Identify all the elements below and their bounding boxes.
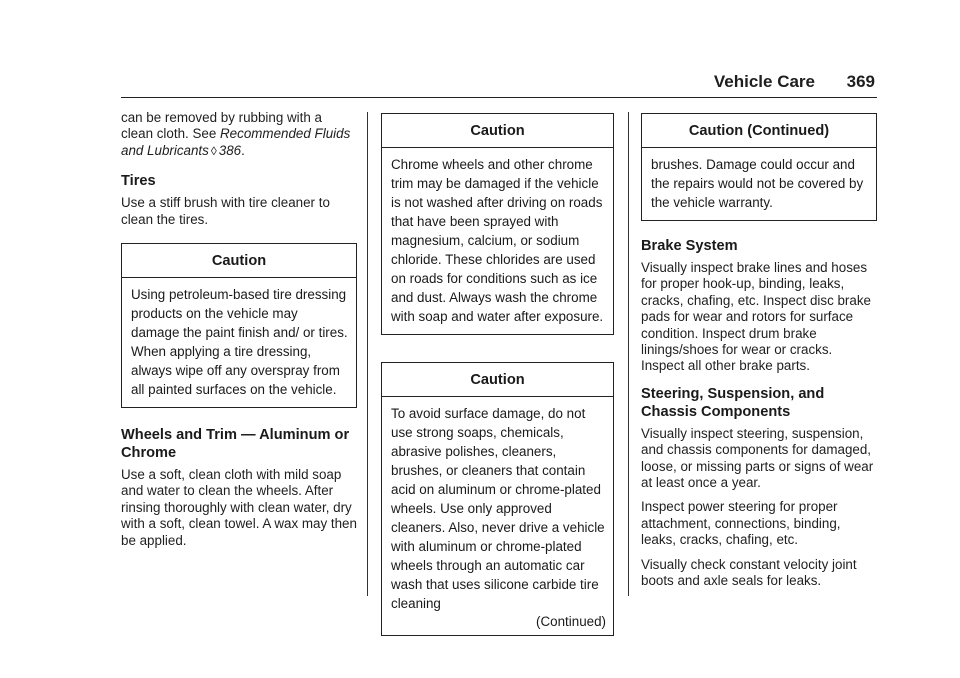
caution-box-continued (641, 113, 877, 221)
caution-body: Using petroleum-based tire dressing products on the vehicle may damage the paint finish and/ or tires. When applying a tire dressing, always wipe off any overspray from all painted surfaces on the vehicle. (131, 287, 348, 398)
page-header (121, 68, 877, 98)
fluids-link[interactable]: Recommended Fluids and Lubricants (121, 126, 351, 158)
header-rule (121, 97, 877, 98)
brake-heading: Brake System (641, 238, 738, 254)
page-ref-icon: ◊ (210, 143, 217, 158)
fluids-page-ref[interactable]: 386 (218, 142, 242, 158)
caution-body: brushes. Damage could occur and the repairs would not be covered by the vehicle warranty. (651, 157, 864, 210)
column-3 (641, 113, 877, 590)
wheels-paragraph: Use a soft, clean cloth with mild soap and water to clean the wheels. After rinsing thoroughly with clean water, dry with a soft, clean towel. A wax may then be applied. (121, 467, 357, 548)
intro-paragraph: can be removed by rubbing with a clean cloth. See Recommended Fluids and Lubricants ◊ 386. (121, 110, 351, 158)
continued-label: (Continued) (536, 614, 606, 629)
brake-paragraph: Visually inspect brake lines and hoses for proper hook-up, binding, leaks, cracks, chafing, etc. Inspect disc brake pads for wear and rotors for surface condition. Inspect drum brake linings/shoes for wear or cracks. Inspect all other brake parts. (641, 260, 871, 374)
caution-title: Caution (Continued) (642, 114, 876, 148)
steering-paragraph: Visually check constant velocity joint boots and axle seals for leaks. (641, 556, 857, 589)
caution-body-text: To avoid surface damage, do not use strong soaps, chemicals, abrasive polishes, cleaners, brushes, or cleaners that contain acid on aluminum or chrome-plated wheels. Use only approved cleaners. Also, never drive a vehicle with aluminum or chrome-plated wheels through an automatic car wash that uses silicone carbide tire cleaning (391, 406, 605, 611)
caution-box-chrome (381, 113, 614, 335)
tires-heading: Tires (121, 173, 156, 190)
steering-paragraph: Visually inspect steering, suspension, and chassis components for damaged, loose, or missing parts or signs of wear at least once a year. (641, 425, 874, 491)
column-1 (121, 110, 357, 549)
caution-box-petroleum (121, 243, 357, 408)
caution-box-surface (381, 362, 614, 636)
caution-title: Caution (122, 244, 356, 278)
page-number: 369 (846, 72, 875, 91)
steering-heading: Steering, Suspension, and Chassis Components (641, 385, 825, 420)
column-divider (628, 112, 629, 596)
caution-body: Chrome wheels and other chrome trim may be damaged if the vehicle is not washed after driving on roads that have been sprayed with magnesium, calcium, or sodium chloride. These chlorides are used on roads for conditions such as ice and dust. Always wash the chrome with soap and water after exposure. (391, 157, 604, 324)
section-title: Vehicle Care (713, 72, 815, 91)
column-2 (381, 113, 614, 636)
caution-title: Caution (382, 114, 613, 148)
tires-paragraph: Use a stiff brush with tire cleaner to clean the tires. (121, 195, 330, 227)
steering-paragraph: Inspect power steering for proper attachment, connections, binding, leaks, cracks, chafing, etc. (641, 499, 841, 548)
wheels-heading: Wheels and Trim — Aluminum or Chrome (121, 427, 350, 462)
caution-body (382, 397, 613, 635)
caution-title: Caution (382, 363, 613, 397)
column-divider (367, 112, 368, 596)
